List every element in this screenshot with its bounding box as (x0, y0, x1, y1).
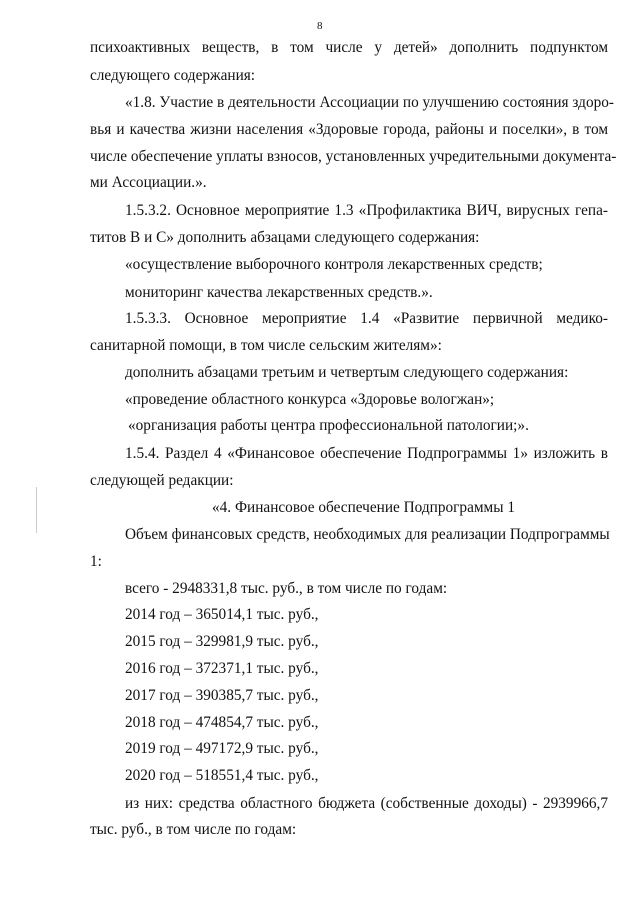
year-line-2017: 2017 год – 390385,7 тыс. руб., (125, 687, 319, 704)
text-line-2: следующего содержания: (90, 67, 256, 84)
text-line-7: 1.5.3.2. Основное мероприятие 1.3 «Профилактика ВИЧ, вирусных гепа- (125, 202, 608, 219)
text-line-15: «организация работы центра профессиональной патологии;». (128, 417, 529, 434)
text-line-12: санитарной помощи, в том числе сельским жителям»: (90, 337, 442, 354)
text-line-20: 1: (90, 553, 102, 570)
text-line-8: титов В и С» дополнить абзацами следующего содержания: (90, 229, 480, 246)
text-line-6: ми Ассоциации.». (90, 174, 207, 191)
year-line-2014: 2014 год – 365014,1 тыс. руб., (125, 606, 319, 623)
scan-margin-mark (36, 487, 37, 533)
text-line-5: числе обеспечение уплаты взносов, установленных учредительными документа- (90, 148, 617, 165)
text-line-10: мониторинг качества лекарственных средств.». (125, 284, 433, 301)
text-line-4: вья и качества жизни населения «Здоровые города, районы и поселки», в том (90, 121, 608, 138)
text-line-16: 1.5.4. Раздел 4 «Финансовое обеспечение Подпрограммы 1» изложить в (125, 445, 608, 462)
page-number: 8 (317, 20, 323, 32)
text-line-9: «осуществление выборочного контроля лекарственных средств; (125, 256, 543, 273)
year-line-2018: 2018 год – 474854,7 тыс. руб., (125, 714, 319, 731)
year-line-2020: 2020 год – 518551,4 тыс. руб., (125, 767, 319, 784)
year-line-2015: 2015 год – 329981,9 тыс. руб., (125, 633, 319, 650)
text-line-11: 1.5.3.3. Основное мероприятие 1.4 «Развитие первичной медико- (125, 310, 608, 327)
text-line-14: «проведение областного конкурса «Здоровье вологжан»; (125, 391, 495, 408)
text-line-29: из них: средства областного бюджета (собственные доходы) - 2939966,7 (125, 795, 608, 812)
year-line-2019: 2019 год – 497172,9 тыс. руб., (125, 740, 319, 757)
text-line-13: дополнить абзацами третьим и четвертым следующего содержания: (125, 364, 569, 381)
year-line-2016: 2016 год – 372371,1 тыс. руб., (125, 660, 319, 677)
text-line-19: Объем финансовых средств, необходимых для реализации Подпрограммы (125, 526, 610, 543)
text-line-21: всего - 2948331,8 тыс. руб., в том числе по годам: (125, 580, 448, 597)
section-heading: «4. Финансовое обеспечение Подпрограммы 1 (212, 499, 515, 516)
text-line-30: тыс. руб., в том числе по годам: (90, 821, 297, 838)
text-line-17: следующей редакции: (90, 472, 234, 489)
text-line-1: психоактивных веществ, в том числе у детей» дополнить подпунктом (90, 39, 608, 56)
text-line-3: «1.8. Участие в деятельности Ассоциации по улучшению состояния здоро- (125, 94, 614, 111)
